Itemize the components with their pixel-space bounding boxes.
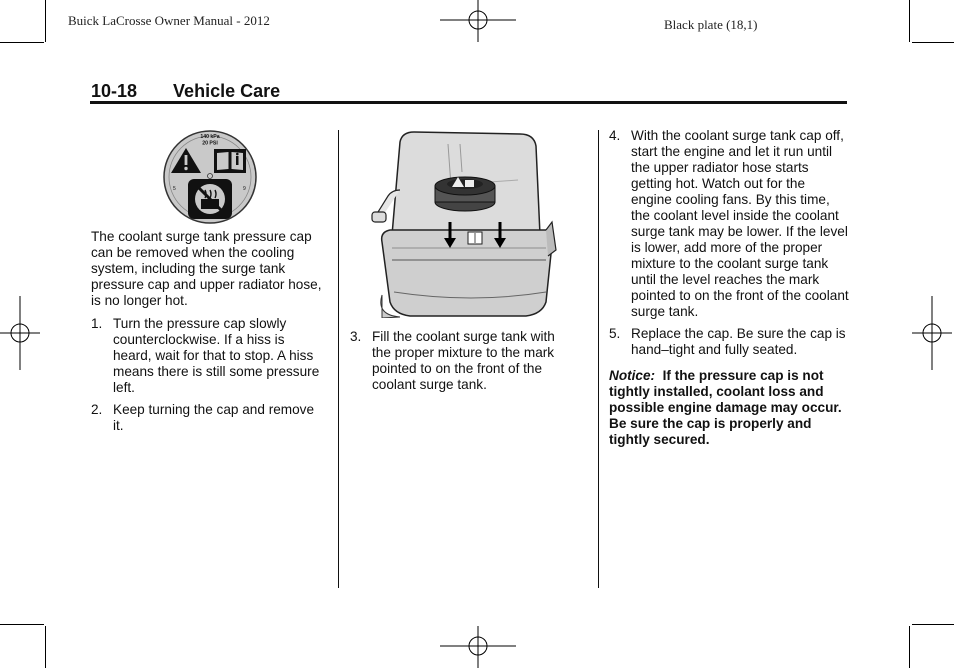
registration-mark-top	[440, 0, 516, 42]
no-hot-open-icon	[188, 179, 232, 219]
crop-mark	[909, 0, 910, 42]
column-divider	[598, 130, 599, 588]
cap-pressure-psi: 20 PSI	[202, 140, 218, 147]
cap-pressure-kpa: 140 kPa	[200, 134, 220, 140]
page-number: 10-18	[91, 81, 138, 101]
notice-text: If the pressure cap is not tightly installed, coolant loss and possible engine damage may occur. Be sure the cap is properly and tightly secured.	[609, 368, 842, 447]
section-title: Vehicle Care	[173, 81, 281, 101]
notice-paragraph	[609, 368, 849, 448]
steps-list	[350, 329, 574, 393]
registration-mark-left	[0, 296, 40, 370]
pressure-cap-illustration	[162, 129, 258, 225]
list-item	[91, 316, 323, 396]
step-text: With the coolant surge tank cap off, start the engine and let it run until the upper radiator hose starts getting hot. Watch out for the engine cooling fans. By this time, the coolant level inside the coolant surge tank may be lower. If the level is lower, add more of the proper mixture to the coolant surge tank until the level reaches the mark pointed to on the front of the coolant surge tank.	[631, 128, 849, 319]
step-number: 1.	[91, 316, 103, 331]
list-item	[609, 326, 849, 358]
crop-mark	[0, 624, 44, 625]
column-3	[609, 128, 849, 448]
list-item	[609, 128, 849, 320]
crop-mark	[912, 624, 954, 625]
crop-mark	[909, 626, 910, 668]
coolant-surge-tank-illustration	[370, 130, 566, 318]
step-number: 3.	[350, 329, 362, 344]
crop-mark	[912, 42, 954, 43]
notice-label: Notice:	[609, 368, 656, 383]
step-number: 4.	[609, 128, 621, 143]
step-text: Turn the pressure cap slowly counterclockwise. If a hiss is heard, wait for that to stop. A hiss means there is still some pressure left.	[113, 316, 320, 395]
registration-mark-right	[912, 296, 952, 370]
steps-list	[609, 128, 849, 358]
svg-text:5: 5	[173, 186, 176, 192]
column-1	[91, 229, 323, 440]
crop-mark	[45, 0, 46, 42]
steps-list	[91, 316, 323, 434]
manual-book-icon	[214, 149, 246, 173]
svg-text:9: 9	[243, 186, 246, 192]
crop-mark	[45, 626, 46, 668]
plate-label: Black plate (18,1)	[664, 17, 758, 32]
step-number: 2.	[91, 402, 103, 417]
list-item	[91, 402, 323, 434]
manual-title: Buick LaCrosse Owner Manual - 2012	[68, 13, 270, 28]
section-heading	[91, 81, 280, 102]
step-number: 5.	[609, 326, 621, 341]
step-text: Fill the coolant surge tank with the proper mixture to the mark pointed to on the front of the coolant surge tank.	[372, 329, 555, 392]
heading-rule	[90, 101, 847, 104]
column-divider	[338, 130, 339, 588]
crop-mark	[0, 42, 44, 43]
registration-mark-bottom	[440, 626, 516, 668]
step-text: Replace the cap. Be sure the cap is hand–tight and fully seated.	[631, 326, 846, 357]
list-item	[350, 329, 574, 393]
column-2	[350, 329, 574, 399]
step-text: Keep turning the cap and remove it.	[113, 402, 315, 433]
intro-paragraph: The coolant surge tank pressure cap can be removed when the cooling system, including the surge tank pressure cap and upper radiator hose, is no longer hot.	[91, 229, 322, 308]
